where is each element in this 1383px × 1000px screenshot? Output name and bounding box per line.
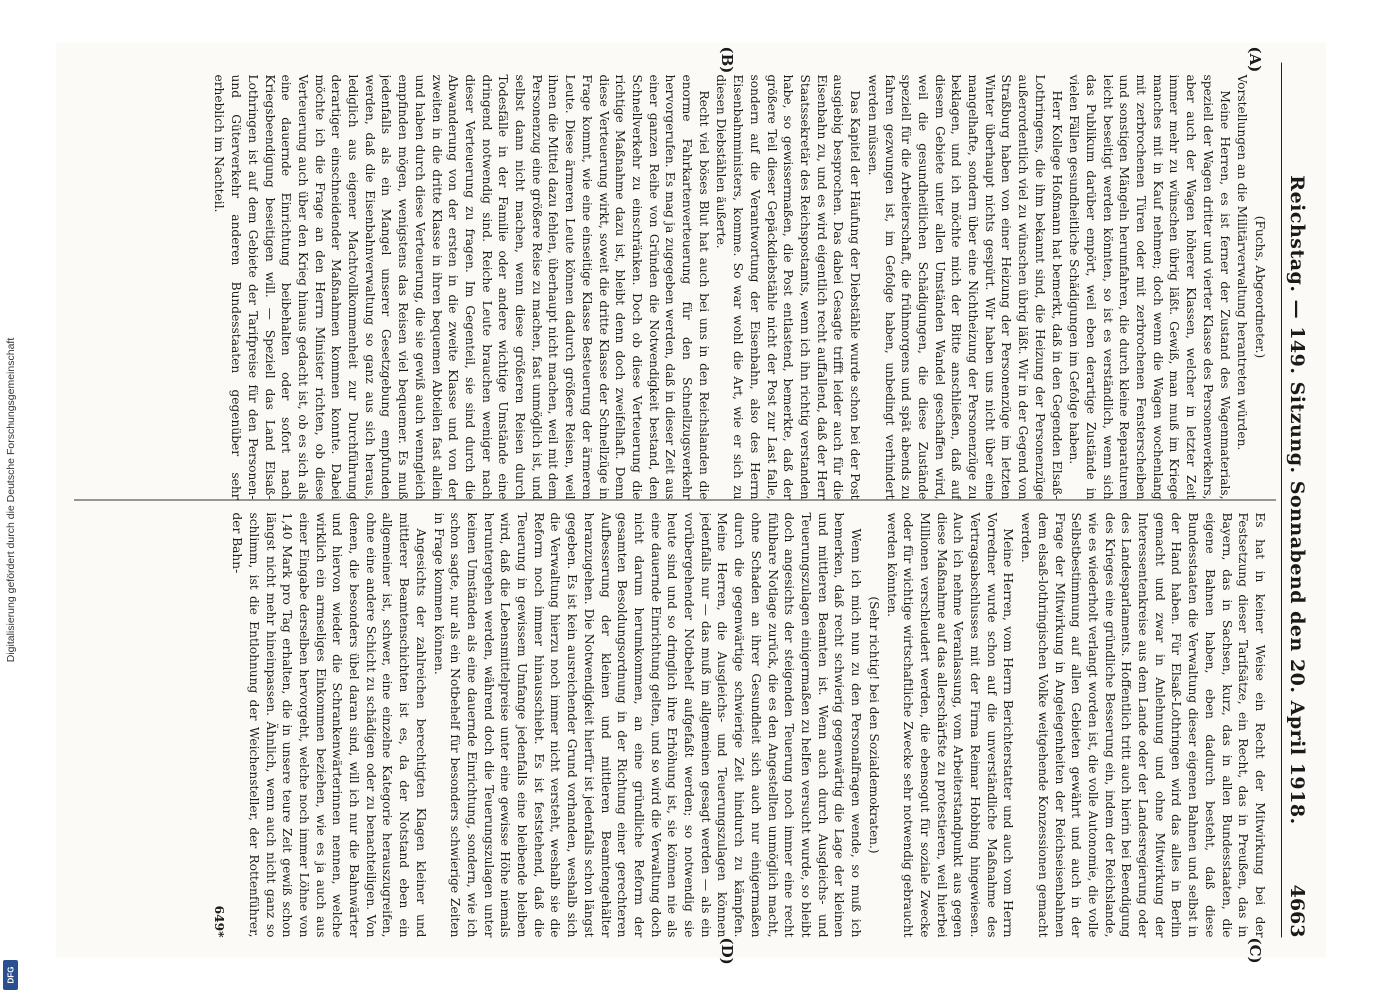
paragraph: Recht viel böses Blut hat auch bei uns in den Reichslanden die enorme Fahrkartenverteuerung für den Schnellzugsverkehr hervorgerufen. Es mag ja zugegeben werden, daß in dieser Zeit aus einer ganzen Reihe von Gründen die Notwendigkeit bestand, den Schnellverkehr zu einschränken. Doch ob diese Verteuerung die richtige Maßnahme dazu ist, bleibt denn doch zweifelhaft. Denn diese Verteuerung wirkt, soweit die dritte Klasse der Schnellzüge in Frage kommt, wie eine einseitige Klasse Besteuerung der ärmeren Leute. Diese ärmeren Leute können dadurch größere Reisen, weil ihnen die Mittel dazu fehlen, überhaupt nicht machen, weil mit dem Personenzug eine größere Reise zu machen, fast unmöglich ist, und selbst dann nicht machen, wenn diese größeren Reisen durch Todesfälle in der Familie oder andere wichtige Umstände eine dringend notwendig sind. Reiche Leute brauchen weniger nach dieser Verteuerung zu fragen. Im Gegenteil, sie sind durch die Abwanderung von der ersten in die zweite Klasse und von der zweiten in die dritte Klasse in ihren bequemen Abteilen fast allein und haben durch diese Verteuerung, die sie gewiß auch wenngleich empfinden mögen, wenigstens das Reisen viel bequemer. Es muß jedenfalls als ein Mangel unserer Gesetzgebung empfunden werden, daß die Eisenbahnverwaltung so ganz aus sich heraus, lediglich aus eigener Machtvollkommenheit zur Durchführung derartiger einschneidender Maßnahmen kommen konnte. Dabei möchte ich die Frage an den Herrn Minister richten, ob diese Verteuerung auch über den Krieg hinaus gedacht ist, ob es sich als eine dauernde Einrichtung beibehalten oder sofort nach Kriegsbeendigung beseitigen will. — Speziell das Land Elsaß-Lothringen ist auf dem Gebiete der Tarifpreise für den Personen- und Güterverkehr anderen Bundesstaaten gegenüber sehr erheblich im Nachteil. bbox=[212, 74, 711, 500]
page-header bbox=[1281, 63, 1312, 938]
paragraph: Es hat in keiner Weise ein Recht der Mitwirkung bei der Festsetzung dieser Tarifsätze, ein Recht, das in Preußen, das in Bayern, das in Sachsen, kurz, das in allen Bundesstaaten, die eigene Bahnen haben, eben dadurch besteht, daß diese Bundesstaaten die Verwaltung dieser eigenen Bahnen und selbst in der Hand haben. Für Elsaß-Lothringen wird das alles in Berlin gemacht und zwar in Anlehnung und ohne Mitwirkung der Interessentenkreise aus dem Lande oder der Landesregierung oder des Landesparlaments. Hoffentlich tritt auch hierin bei Beendigung des Krieges eine gründliche Besserung ein, indem der Reichslande, wie es wiederholt verlangt worden ist, die volle Autonomie, die volle Selbstbestimmung auf allen Gebieten gewährt und auch in der Frage der Mitwirkung in Angelegenheiten der Reichseisenbahnen dem elsaß-lothringischen Volke weitgehende Konzessionen gemacht werden. bbox=[1019, 512, 1267, 938]
text-column-right bbox=[76, 513, 1268, 938]
paragraph: Meine Herren, vom Herrn Berichterstatter und auch vom Herrn Vorredner wurde schon auf die unverständliche Maßnahme des Vertragsabschlusses mit der Firma Reimar Hobbing hingewiesen. Auch ich nehme Veranlassung, vom Arbeiterstandpunkt aus gegen diese Maßnahme auf das allerschärfste zu protestieren, weil hierbei Millionen verschleudert werden, die ebensogut für soziale Zwecke oder für wichtige wirtschaftliche Zwecke sehr notwendig gebraucht werden könnten. bbox=[884, 512, 1016, 938]
margin-marker-d: (D) bbox=[718, 937, 736, 965]
dfg-logo-icon bbox=[3, 960, 18, 990]
paragraph: Das Kapitel der Häufung der Diebstähle wurde schon bei der Post ausgiebig besprochen. Das dabei Gesagte trifft leider auch für die Eisenbahn zu, und es wird eigentlich recht auffallend, daß der Herr Staatssekretär des Reichspostamts, wenn ich ihn richtig verstanden habe, so gewissermaßen, die Post entlastend, bemerkte, daß der größere Teil dieser Gepäckdiebstähle nicht der Post zur Last falle, sondern auf die Verantwortung der Eisenbahn, also des Herrn Eisenbahnministers, komme. So war wohl die Art, wie er sich zu diesen Diebstählen äußerte. bbox=[714, 74, 863, 500]
paragraph: Herr Kollege Hoßmann hat bemerkt, daß in den Gegenden Elsaß-Lothringens, die ihm bekannt sind, die Heizung der Personenzüge außerordentlich viel zu wünschen übrig läßt. Wir in der Gegend von Straßburg haben von einer Heizung der Personenzüge im letzten Winter überhaupt nichts gespürt. Wir haben uns nicht über eine mangelhafte, sondern über eine Nichtheizung der Personenzüge zu beklagen, und ich möchte mich der Bitte anschließen, daß auf diesem Gebiete unter allen Umständen Wandel geschaffen wird, weil die gesundheitlichen Schädigungen, die diese Zustände speziell für die Arbeiterschaft, die frühmorgens und spät abends zu fahren gezwungen ist, im Gefolge haben, unbedingt verhindert werden müssen. bbox=[865, 74, 1064, 500]
scanned-page bbox=[56, 43, 1326, 965]
paragraph: Angesichts der zahlreichen berechtigten Klagen kleiner und mittlerer Beamtenschichten ist es, da der Notstand eben ein allgemeiner ist, schwer, eine einzelne Kategorie herauszugreifen, ohne eine andere Schicht zu schädigen oder zu benachteiligen. Von denen, die besonders übel daran sind, will ich nur die Bahnwärter und hiervon wieder die Schrankenwärterinnen nennen, welche wirklich ein armseliges Einkommen beziehen, wie es ja auch aus einer Eingabe derselben hervorgeht, welche noch immer Löhne von 1,40 Mark pro Tag erhalten, die in unsere teure Zeit gewiß schon längst nicht mehr hineinpassen. Ähnlich, wenn auch nicht ganz so schlimm, ist die Entlohnung der Weichensteller, der Rottenführer, der Bahn- bbox=[230, 512, 428, 938]
page-signature: 649* bbox=[212, 905, 227, 938]
margin-marker-c: (C) bbox=[1246, 937, 1264, 964]
margin-marker-a: (A) bbox=[1246, 46, 1264, 73]
margin-marker-b: (B) bbox=[718, 46, 736, 74]
paragraph: Meine Herren, es ist ferner der Zustand des Wagenmaterials, speziell der Wagen dritter und vierter Klasse des Personenverkehrs, aber auch der Wagen höherer Klassen, welcher in letzter Zeit immer mehr zu wünschen übrig läßt. Gewiß, man muß im Kriege manches mit in Kauf nehmen; doch wenn die Wagen wochenlang mit zerbrochenen Türen oder mit zerbrochenen Fensterscheiben und sonstigen Mängeln herumfahren, die durch kleine Reparaturen leicht beseitigt werden könnten, so ist es verständlich, wenn sich das Publikum darüber empört, weil eben derartige Zustände in vielen Fällen gesundheitliche Schädigungen im Gefolge haben. bbox=[1067, 74, 1232, 500]
funding-credit: Digitalisierung gefördert durch die Deutsche Forschungsgemeinschaft bbox=[5, 337, 17, 663]
speaker-note: (Fuchs, Abgeordneter.) bbox=[1253, 215, 1267, 359]
page-number: 4663 bbox=[1286, 884, 1308, 938]
column-divider bbox=[74, 500, 1276, 501]
text-column-left bbox=[76, 75, 1268, 500]
interjection: (Sehr richtig! bei den Sozialdemokraten.) bbox=[866, 596, 881, 854]
footer-credit-strip bbox=[0, 0, 22, 1000]
paragraph: Vorstellungen an die Militärverwaltung herantreten würden. bbox=[1235, 74, 1250, 451]
paragraph: Wenn ich mich nun zu den Personalfragen wende, so muß ich bemerken, daß recht schwierig gegenwärtig die Lage der kleinen und mittleren Beamten ist. Wenn auch durch Ausgleichs- und Teuerungszulagen einigermaßen zu helfen versucht wurde, so bleibt doch angesichts der steigenden Teuerung noch immer eine recht fühlbare Notlage zurück, die es den Angestellten unmöglich macht, ohne Schaden an ihrer Gesundheit sich auch nur einigermaßen durch die gegenwärtige schwierige Zeit hindurch zu kämpfen. Meine Herren, die Ausgleichs- und Teuerungszulagen können jedenfalls nur — das muß im allgemeinen gesagt werden — als ein vorübergehender Notbehelf aufgefaßt werden; so notwendig sie heute sind und so dringlich ihre Erhöhung ist, sie können nie als eine dauernde Einrichtung gelten, und so wird die Verwaltung doch nicht darum herumkommen, an eine gründliche Reform der gesamten Besoldungsordnung in der Richtung einer gerechteren Aufbesserung der kleinen und mittleren Beamtengehälter heranzugehen. Die Notwendigkeit hierfür ist jedenfalls schon längst gegeben. Es ist kein ausreichender Grund vorhanden, weshalb sich die Verwaltung hierzu noch immer nicht versteht, weshalb sie die Reform noch immer hinausschiebt. Es ist feststehend, daß die Teuerung in gewissem Umfange jedenfalls eine bleibende bleiben wird, daß die Lebensmittelpreise unter eine gewisse Höhe niemals heruntergehen werden, während doch die Teuerungszulagen unter keinen Umständen als eine dauernde Einrichtung, sondern, wie ich schon sagte, nur als ein Notbehelf für besonders schwierige Zeiten in Frage kommen können. bbox=[431, 512, 864, 938]
page-title: Reichstag. — 149. Sitzung. Sonnabend den 20. April 1918. bbox=[1286, 175, 1308, 825]
logo-text: DFG bbox=[6, 966, 15, 984]
